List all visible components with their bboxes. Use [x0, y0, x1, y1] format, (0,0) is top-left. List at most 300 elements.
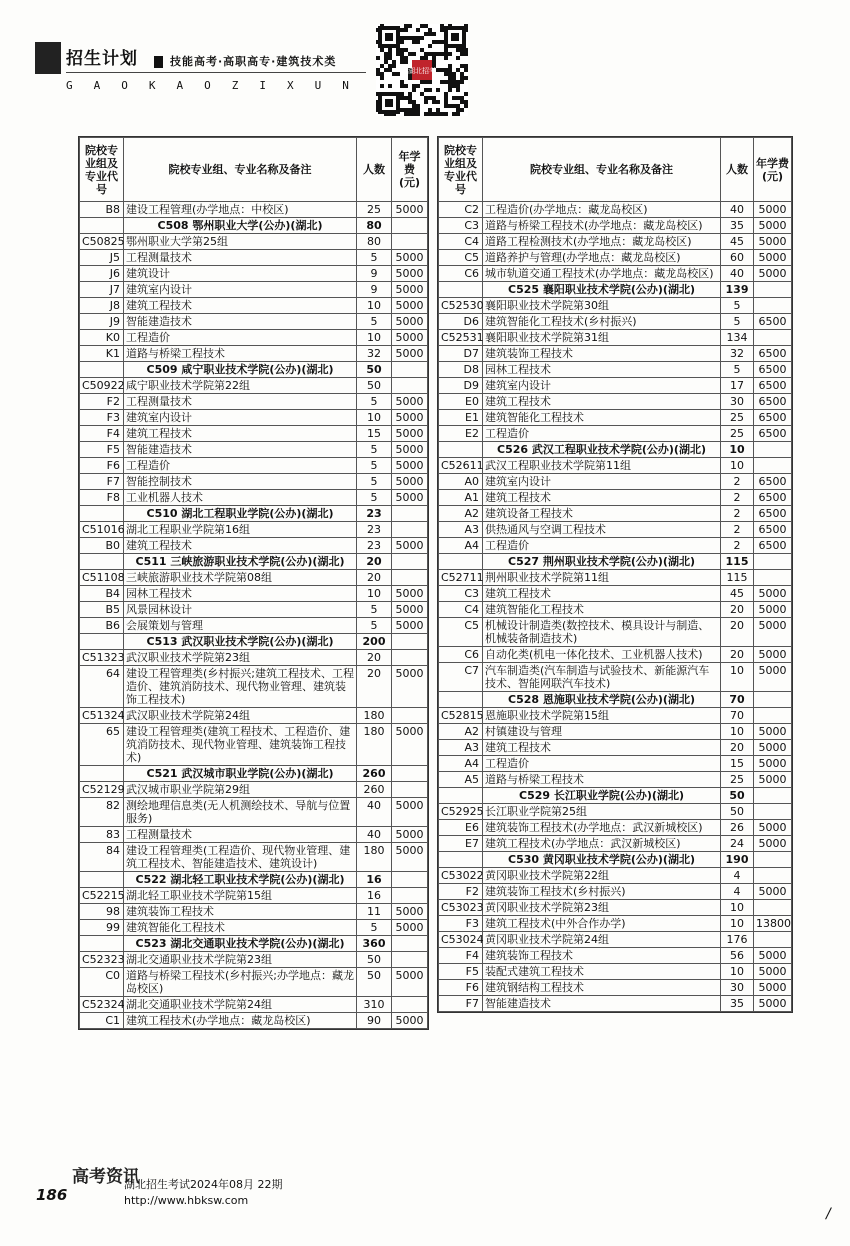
table-row: [439, 996, 792, 1012]
row-count: 10: [721, 724, 754, 740]
row-count: 25: [721, 426, 754, 442]
row-count: 50: [357, 968, 392, 997]
school-row: [439, 442, 792, 458]
row-code: C5: [439, 250, 483, 266]
svg-text:高考资讯: 高考资讯: [72, 1167, 140, 1187]
table-row: [80, 827, 428, 843]
group-row: [80, 708, 428, 724]
table-row: [80, 266, 428, 282]
row-code: F4: [439, 948, 483, 964]
table-row: [439, 948, 792, 964]
row-fee: [754, 708, 792, 724]
group-row: [439, 804, 792, 820]
row-count: 5: [357, 920, 392, 936]
row-name: 测绘地理信息类(无人机测绘技术、导航与位置服务): [124, 798, 357, 827]
row-name: C510 湖北工程职业学院(公办)(湖北): [124, 506, 357, 522]
row-name: 工业机器人技术: [124, 490, 357, 506]
table-row: [80, 346, 428, 362]
row-name: 智能建造技术: [483, 996, 721, 1012]
row-fee: [392, 234, 428, 250]
row-code: F5: [439, 964, 483, 980]
group-row: [439, 708, 792, 724]
row-fee: 5000: [392, 426, 428, 442]
table-row: [439, 506, 792, 522]
row-count: 23: [357, 538, 392, 554]
school-row: [439, 692, 792, 708]
row-count: 5: [357, 394, 392, 410]
row-count: 20: [721, 647, 754, 663]
group-row: [439, 298, 792, 314]
row-count: 5: [721, 298, 754, 314]
table-row: [439, 234, 792, 250]
row-name: 建筑工程技术: [483, 490, 721, 506]
table-row: [439, 663, 792, 692]
row-count: 260: [357, 766, 392, 782]
row-code: E0: [439, 394, 483, 410]
row-name: 建筑装饰工程技术(办学地点：武汉新城校区): [483, 820, 721, 836]
table-row: [80, 724, 428, 766]
row-code: E2: [439, 426, 483, 442]
row-name: C529 长江职业学院(公办)(湖北): [483, 788, 721, 804]
row-name: 建筑工程技术(办学地点：藏龙岛校区): [124, 1013, 357, 1029]
svg-text:湖北招考: 湖北招考: [408, 67, 436, 75]
row-name: 工程造价: [124, 330, 357, 346]
row-count: 30: [721, 980, 754, 996]
row-code: [439, 554, 483, 570]
table-row: [439, 490, 792, 506]
table-row: [439, 756, 792, 772]
row-name: 湖北轻工职业技术学院第15组: [124, 888, 357, 904]
row-fee: 5000: [392, 474, 428, 490]
group-row: [439, 900, 792, 916]
row-count: 2: [721, 522, 754, 538]
row-name: 工程造价: [483, 426, 721, 442]
row-fee: [392, 650, 428, 666]
row-fee: 5000: [392, 968, 428, 997]
row-name: C523 湖北交通职业技术学院(公办)(湖北): [124, 936, 357, 952]
school-row: [439, 554, 792, 570]
row-name: 工程测量技术: [124, 827, 357, 843]
row-fee: 5000: [754, 618, 792, 647]
header-square: [154, 56, 163, 68]
row-code: D8: [439, 362, 483, 378]
row-fee: [754, 330, 792, 346]
row-count: 80: [357, 218, 392, 234]
row-count: 5: [721, 314, 754, 330]
row-name: 建筑工程技术: [124, 426, 357, 442]
row-count: 9: [357, 266, 392, 282]
row-count: 50: [357, 952, 392, 968]
row-code: A3: [439, 522, 483, 538]
row-fee: [392, 378, 428, 394]
row-code: C7: [439, 663, 483, 692]
row-code: [80, 936, 124, 952]
col-header-code: 院校专业组及专业代号: [80, 138, 124, 202]
row-fee: 13800: [754, 916, 792, 932]
table-row: [439, 426, 792, 442]
table-row: [80, 602, 428, 618]
row-name: C508 鄂州职业大学(公办)(湖北): [124, 218, 357, 234]
row-code: F8: [80, 490, 124, 506]
row-fee: 5000: [754, 836, 792, 852]
row-name: 黄冈职业技术学院第24组: [483, 932, 721, 948]
school-row: [80, 936, 428, 952]
row-code: C52215: [80, 888, 124, 904]
row-count: 5: [357, 314, 392, 330]
row-code: E6: [439, 820, 483, 836]
table-row: [439, 378, 792, 394]
school-row: [80, 218, 428, 234]
row-count: 45: [721, 234, 754, 250]
row-code: K0: [80, 330, 124, 346]
row-name: 建筑室内设计: [124, 282, 357, 298]
row-fee: [754, 932, 792, 948]
group-row: [439, 932, 792, 948]
row-fee: [392, 708, 428, 724]
row-count: 20: [357, 666, 392, 708]
row-code: 83: [80, 827, 124, 843]
table-row: [80, 282, 428, 298]
group-row: [80, 952, 428, 968]
row-code: C6: [439, 266, 483, 282]
row-count: 10: [721, 663, 754, 692]
row-name: 道路与桥梁工程技术: [124, 346, 357, 362]
row-code: E1: [439, 410, 483, 426]
table-row: [80, 586, 428, 602]
col-header-fee: 年学费(元): [392, 138, 428, 202]
row-name: 供热通风与空调工程技术: [483, 522, 721, 538]
table-row: [80, 968, 428, 997]
row-count: 180: [357, 724, 392, 766]
row-code: F3: [80, 410, 124, 426]
row-name: C530 黄冈职业技术学院(公办)(湖北): [483, 852, 721, 868]
row-code: [80, 218, 124, 234]
row-name: C527 荆州职业技术学院(公办)(湖北): [483, 554, 721, 570]
row-code: K1: [80, 346, 124, 362]
row-name: 村镇建设与管理: [483, 724, 721, 740]
row-name: 园林工程技术: [483, 362, 721, 378]
left-enrollment-table: [78, 136, 429, 1030]
row-count: 20: [721, 618, 754, 647]
row-code: J9: [80, 314, 124, 330]
row-fee: [754, 804, 792, 820]
row-fee: 5000: [392, 202, 428, 218]
qr-badge-logo: [408, 66, 436, 75]
school-row: [439, 852, 792, 868]
qr-code-icon: [376, 24, 468, 116]
school-row: [80, 506, 428, 522]
row-fee: [392, 997, 428, 1013]
row-code: D6: [439, 314, 483, 330]
row-name: 建筑工程技术: [124, 538, 357, 554]
row-fee: 6500: [754, 378, 792, 394]
row-name: 襄阳职业技术学院第31组: [483, 330, 721, 346]
row-count: 10: [357, 298, 392, 314]
row-count: 50: [357, 362, 392, 378]
row-count: 16: [357, 872, 392, 888]
table-row: [439, 202, 792, 218]
row-name: 恩施职业技术学院第15组: [483, 708, 721, 724]
row-fee: [392, 554, 428, 570]
table-row: [80, 798, 428, 827]
row-code: C0: [80, 968, 124, 997]
row-code: C53023: [439, 900, 483, 916]
table-row: [80, 538, 428, 554]
table-row: [439, 394, 792, 410]
group-row: [80, 378, 428, 394]
row-name: 武汉城市职业学院第29组: [124, 782, 357, 798]
group-row: [80, 888, 428, 904]
row-code: C52129: [80, 782, 124, 798]
row-code: F3: [439, 916, 483, 932]
row-name: 工程测量技术: [124, 250, 357, 266]
row-fee: 5000: [392, 410, 428, 426]
row-fee: 5000: [392, 827, 428, 843]
group-row: [80, 650, 428, 666]
row-count: 50: [721, 804, 754, 820]
group-row: [439, 868, 792, 884]
row-count: 180: [357, 708, 392, 724]
row-count: 5: [357, 490, 392, 506]
row-count: 20: [357, 650, 392, 666]
row-name: 建筑室内设计: [124, 410, 357, 426]
row-fee: 5000: [754, 756, 792, 772]
row-count: 20: [721, 602, 754, 618]
row-code: F2: [439, 884, 483, 900]
row-count: 70: [721, 692, 754, 708]
school-row: [439, 282, 792, 298]
row-name: 建设工程管理类(建筑工程技术、工程造价、建筑消防技术、现代物业管理、建筑装饰工程技术): [124, 724, 357, 766]
table-row: [80, 666, 428, 708]
row-count: 50: [721, 788, 754, 804]
row-code: 84: [80, 843, 124, 872]
table-row: [439, 346, 792, 362]
row-count: 4: [721, 868, 754, 884]
row-count: 10: [721, 442, 754, 458]
row-count: 90: [357, 1013, 392, 1029]
row-count: 10: [721, 458, 754, 474]
row-count: 9: [357, 282, 392, 298]
row-count: 70: [721, 708, 754, 724]
row-count: 17: [721, 378, 754, 394]
table-row: [439, 836, 792, 852]
row-fee: 5000: [392, 920, 428, 936]
row-code: [439, 852, 483, 868]
table-row: [439, 618, 792, 647]
row-fee: [754, 570, 792, 586]
row-name: 工程造价: [124, 458, 357, 474]
row-fee: [392, 634, 428, 650]
row-count: 5: [721, 362, 754, 378]
table-row: [439, 964, 792, 980]
row-code: J5: [80, 250, 124, 266]
row-name: 三峡旅游职业技术学院第08组: [124, 570, 357, 586]
table-row: [439, 474, 792, 490]
row-name: 建筑工程技术(中外合作办学): [483, 916, 721, 932]
table-row: [80, 843, 428, 872]
school-row: [439, 788, 792, 804]
row-fee: 5000: [754, 218, 792, 234]
row-code: C4: [439, 234, 483, 250]
table-row: [80, 458, 428, 474]
row-fee: 5000: [392, 266, 428, 282]
row-fee: 5000: [754, 964, 792, 980]
row-code: [80, 362, 124, 378]
row-fee: [754, 554, 792, 570]
row-code: J6: [80, 266, 124, 282]
row-fee: [754, 692, 792, 708]
row-name: 建设工程管理类(乡村振兴;建筑工程技术、工程造价、建筑消防技术、现代物业管理、建筑装饰工程技术): [124, 666, 357, 708]
row-name: 智能建造技术: [124, 314, 357, 330]
row-code: F7: [439, 996, 483, 1012]
row-fee: [754, 298, 792, 314]
row-fee: 6500: [754, 522, 792, 538]
col-header-count: 人数: [721, 138, 754, 202]
row-name: 建筑室内设计: [483, 378, 721, 394]
col-header-name: 院校专业组、专业名称及备注: [483, 138, 721, 202]
issue-info: 湖北招生考试2024年08月 22期: [124, 1178, 283, 1191]
table-row: [439, 522, 792, 538]
table-row: [439, 740, 792, 756]
row-name: 智能建造技术: [124, 442, 357, 458]
row-count: 23: [357, 506, 392, 522]
row-fee: 5000: [392, 1013, 428, 1029]
row-code: C52711: [439, 570, 483, 586]
row-count: 25: [721, 772, 754, 788]
row-fee: 5000: [754, 647, 792, 663]
row-fee: 5000: [754, 234, 792, 250]
row-code: B8: [80, 202, 124, 218]
row-name: 城市轨道交通工程技术(办学地点：藏龙岛校区): [483, 266, 721, 282]
row-code: A2: [439, 724, 483, 740]
row-fee: [392, 362, 428, 378]
row-code: [439, 442, 483, 458]
row-fee: [392, 570, 428, 586]
row-code: [80, 634, 124, 650]
row-count: 40: [357, 798, 392, 827]
row-code: C6: [439, 647, 483, 663]
row-name: C511 三峡旅游职业技术学院(公办)(湖北): [124, 554, 357, 570]
row-name: 武汉职业技术学院第24组: [124, 708, 357, 724]
row-fee: [754, 458, 792, 474]
header-black-bar: [35, 42, 61, 74]
row-count: 23: [357, 522, 392, 538]
row-fee: 5000: [392, 442, 428, 458]
row-name: 鄂州职业大学第25组: [124, 234, 357, 250]
row-fee: 5000: [754, 202, 792, 218]
group-row: [439, 458, 792, 474]
table-row: [439, 980, 792, 996]
row-fee: [392, 952, 428, 968]
row-count: 115: [721, 570, 754, 586]
table-row: [80, 474, 428, 490]
row-count: 80: [357, 234, 392, 250]
row-name: C521 武汉城市职业学院(公办)(湖北): [124, 766, 357, 782]
row-code: A5: [439, 772, 483, 788]
table-row: [439, 314, 792, 330]
table-row: [80, 904, 428, 920]
row-name: 湖北工程职业学院第16组: [124, 522, 357, 538]
row-name: 智能控制技术: [124, 474, 357, 490]
table-row: [80, 314, 428, 330]
row-code: 82: [80, 798, 124, 827]
row-count: 10: [357, 330, 392, 346]
row-code: C51324: [80, 708, 124, 724]
row-count: 35: [721, 996, 754, 1012]
row-count: 25: [721, 410, 754, 426]
row-fee: 6500: [754, 506, 792, 522]
row-name: 建筑智能化工程技术: [483, 410, 721, 426]
school-row: [80, 766, 428, 782]
row-code: B6: [80, 618, 124, 634]
row-count: 139: [721, 282, 754, 298]
row-name: 襄阳职业技术学院第30组: [483, 298, 721, 314]
row-fee: 5000: [392, 586, 428, 602]
row-fee: 5000: [392, 282, 428, 298]
row-code: A2: [439, 506, 483, 522]
row-name: 建筑工程技术: [483, 586, 721, 602]
row-code: D9: [439, 378, 483, 394]
row-count: 20: [357, 554, 392, 570]
row-count: 50: [357, 378, 392, 394]
row-name: 建筑工程技术(办学地点：武汉新城校区): [483, 836, 721, 852]
row-fee: 5000: [754, 602, 792, 618]
row-name: 建筑钢结构工程技术: [483, 980, 721, 996]
row-code: A4: [439, 756, 483, 772]
table-row: [439, 820, 792, 836]
row-code: C52323: [80, 952, 124, 968]
table-row: [439, 724, 792, 740]
row-code: C52925: [439, 804, 483, 820]
table-row: [80, 410, 428, 426]
table-row: [80, 330, 428, 346]
row-fee: [754, 788, 792, 804]
row-code: C3: [439, 218, 483, 234]
row-count: 10: [357, 410, 392, 426]
row-count: 15: [357, 426, 392, 442]
row-fee: [392, 872, 428, 888]
row-name: 道路与桥梁工程技术(乡村振兴;办学地点：藏龙岛校区): [124, 968, 357, 997]
row-count: 40: [721, 202, 754, 218]
row-code: A1: [439, 490, 483, 506]
row-fee: 6500: [754, 410, 792, 426]
row-fee: 5000: [392, 346, 428, 362]
row-name: 道路与桥梁工程技术: [483, 772, 721, 788]
school-row: [80, 554, 428, 570]
row-code: C52530: [439, 298, 483, 314]
row-count: 35: [721, 218, 754, 234]
row-fee: [754, 442, 792, 458]
row-code: C52611: [439, 458, 483, 474]
table-row: [439, 362, 792, 378]
row-count: 56: [721, 948, 754, 964]
row-name: 装配式建筑工程技术: [483, 964, 721, 980]
row-name: 荆州职业技术学院第11组: [483, 570, 721, 586]
table-row: [80, 298, 428, 314]
table-row: [439, 586, 792, 602]
row-count: 190: [721, 852, 754, 868]
row-code: F2: [80, 394, 124, 410]
row-code: [80, 766, 124, 782]
row-code: C51108: [80, 570, 124, 586]
row-fee: 5000: [392, 904, 428, 920]
row-name: 工程造价: [483, 538, 721, 554]
website-link[interactable]: http://www.hbksw.com: [124, 1194, 249, 1207]
table-row: [439, 916, 792, 932]
row-fee: 5000: [392, 458, 428, 474]
row-fee: 5000: [754, 772, 792, 788]
row-code: C50922: [80, 378, 124, 394]
